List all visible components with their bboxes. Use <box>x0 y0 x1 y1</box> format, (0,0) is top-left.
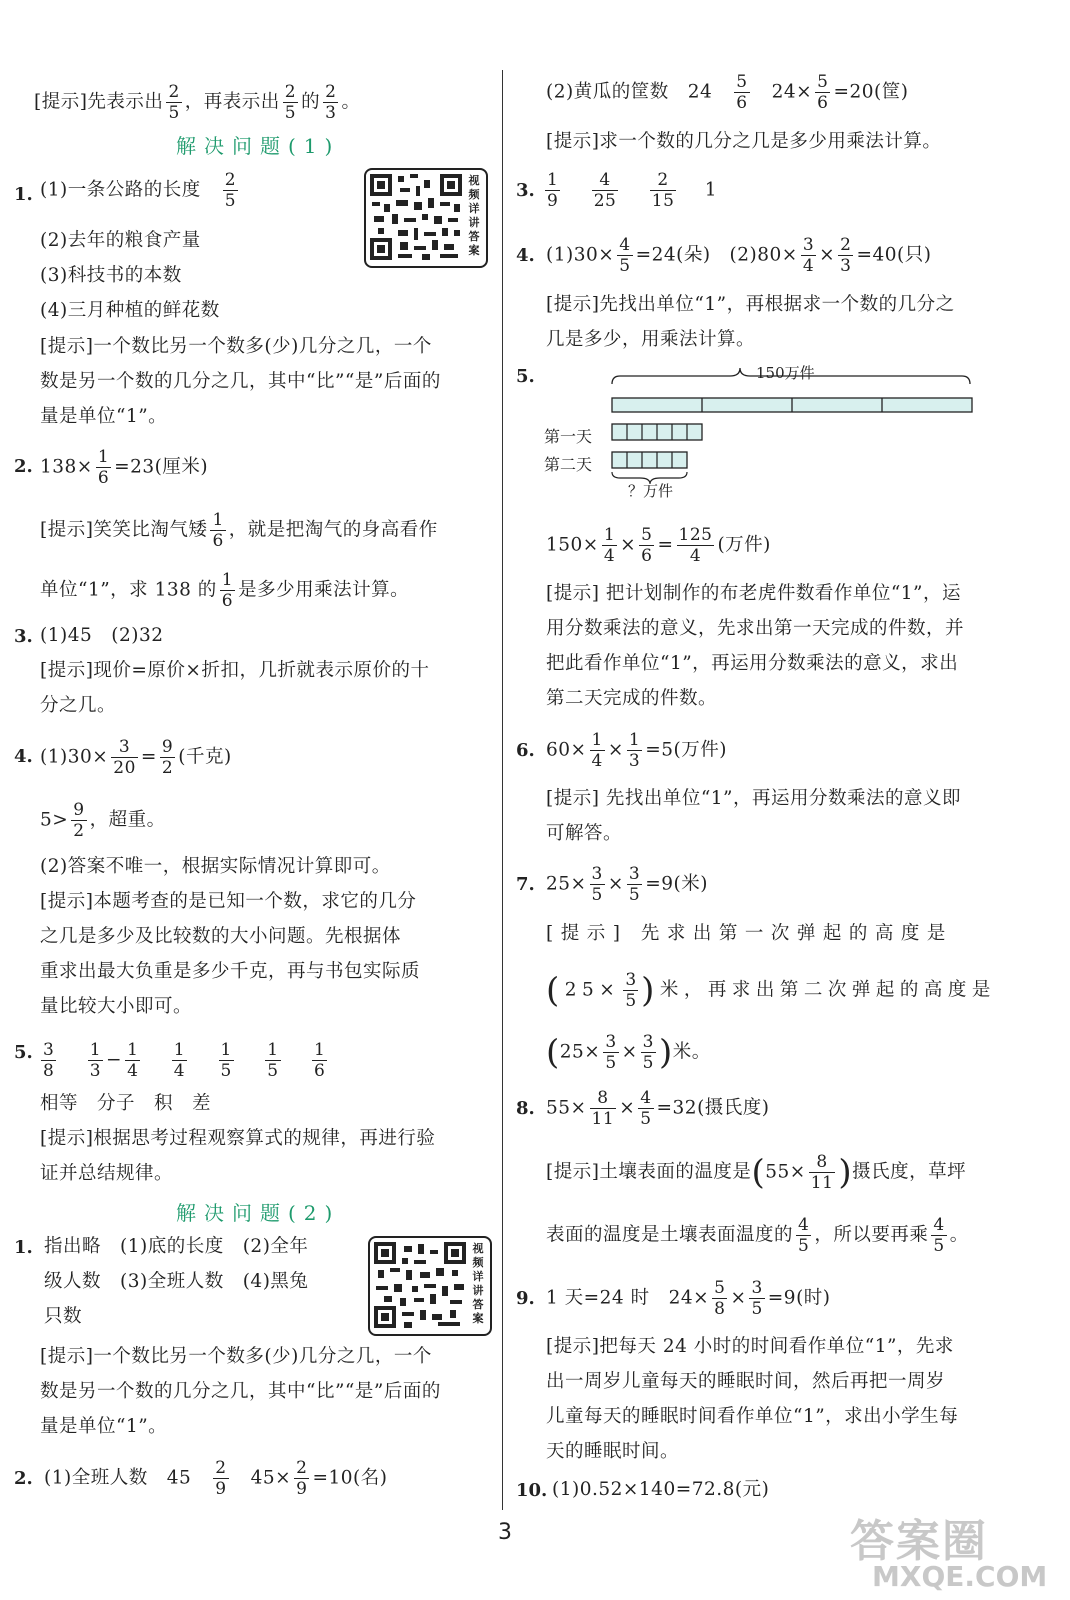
watermark-url: MXQE.COM <box>872 1560 1048 1593</box>
question-number: 3. <box>14 626 33 647</box>
tip-line: [提示] 先找出单位“1”，再运用分数乘法的意义即 <box>546 788 962 809</box>
tip-line: 天的睡眠时间。 <box>546 1441 680 1462</box>
qr-code-2[interactable] <box>368 1236 492 1336</box>
bar-diagram-svg <box>540 362 1010 512</box>
tip-line: 之几是多少及比较数的大小问题。先根据体 <box>40 926 402 947</box>
tip-line: (25× $\frac{3}{5}$ )米，再求出第二次弹起的高度是 <box>546 970 996 1011</box>
diagram-total-label: 150万件 <box>756 364 815 382</box>
tip-line: [提示]根据思考过程观察算式的规律，再进行验 <box>40 1128 436 1149</box>
tip-line: 量是单位“1”。 <box>40 1416 168 1437</box>
question-number: 9. <box>516 1288 535 1309</box>
tip-line: 用分数乘法的意义，先求出第一天完成的件数，并 <box>546 618 965 639</box>
tip-line: 几是多少，用乘法计算。 <box>546 329 756 350</box>
tip-line: 量是单位“1”。 <box>40 406 168 427</box>
answer-line: 25× $\frac{3}{5}$ × $\frac{3}{5}$ =9(米) <box>546 864 708 905</box>
answer-line: 相等 分子 积 差 <box>40 1093 212 1114</box>
qr-label: 视频详讲答案 <box>472 1242 484 1325</box>
answer-line: $\frac{3}{8}$ $\frac{1}{3}$ − $\frac{1}{4}$ $\frac{1}{4}$ $\frac{1}{5}$ $\frac{1}{5}$ $\frac{1}{6}$ <box>43 1040 326 1081</box>
question-number: 1. <box>14 1237 33 1258</box>
tip-line: 可解答。 <box>546 823 623 844</box>
answer-line: (2)答案不唯一，根据实际情况计算即可。 <box>40 856 391 877</box>
answer-line: 级人数 (3)全班人数 (4)黑兔 <box>44 1271 309 1292</box>
answer-line: 60× $\frac{1}{4}$ × $\frac{1}{3}$ =5(万件) <box>546 730 727 771</box>
answer-line: (2)黄瓜的筐数 24 $\frac{5}{6}$ 24× $\frac{5}{6}$ =20(筐) <box>546 72 909 113</box>
tip-line: 把此看作单位“1”，再运用分数乘法的意义，求出 <box>546 653 959 674</box>
diagram-unknown-label: ？万件 <box>628 482 674 500</box>
answer-line: 指出略 (1)底的长度 (2)全年 <box>44 1236 309 1257</box>
qr-pattern-icon <box>370 174 462 260</box>
tip-line: 表面的温度是土壤表面温度的 $\frac{4}{5}$ ，所以要再乘 $\frac{4}{5}$ 。 <box>546 1215 969 1256</box>
answer-line: (4)三月种植的鲜花数 <box>40 300 220 321</box>
tip-line: [提示]现价=原价×折扣，几折就表示原价的十 <box>40 660 430 681</box>
tip-line: 单位“1”，求 138 的 $\frac{1}{6}$ 是多少用乘法计算。 <box>40 570 410 611</box>
question-number: 7. <box>516 874 535 895</box>
bar-diagram <box>540 362 1010 512</box>
section-title-1: 解决问题(1) <box>176 134 341 158</box>
tip-line: [提示]土壤表面的温度是(55× $\frac{8}{11}$ )摄氏度，草坪 <box>546 1152 967 1193</box>
tip-line: 数是另一个数的几分之几，其中“比”“是”后面的 <box>40 1381 441 1402</box>
answer-line: (1)全班人数 45 $\frac{2}{9}$ 45× $\frac{2}{9}$ =10(名) <box>44 1458 388 1499</box>
question-number: 10. <box>516 1480 548 1501</box>
tip-line: 儿童每天的睡眠时间看作单位“1”，求出小学生每 <box>546 1406 959 1427</box>
answer-line: 1 天=24 时 24× $\frac{5}{8}$ × $\frac{3}{5}$ =9(时) <box>546 1278 831 1319</box>
answer-line: 5> $\frac{9}{2}$ ，超重。 <box>40 800 166 841</box>
question-number: 1. <box>14 184 33 205</box>
question-number: 4. <box>516 245 535 266</box>
qr-code-1[interactable] <box>364 168 488 268</box>
page-number: 3 <box>498 1520 512 1545</box>
tip-line: 数是另一个数的几分之几，其中“比”“是”后面的 <box>40 371 441 392</box>
tip-line: [提示]笑笑比淘气矮 $\frac{1}{6}$ ，就是把淘气的身高看作 <box>40 510 438 551</box>
tip-line: 量比较大小即可。 <box>40 996 193 1017</box>
tip-line: 分之几。 <box>40 695 117 716</box>
tip-line: [提示]求一个数的几分之几是多少用乘法计算。 <box>546 131 942 152</box>
qr-pattern-icon <box>374 1242 466 1328</box>
tip-line: [提示]一个数比另一个数多(少)几分之几，一个 <box>40 336 432 357</box>
answer-line: (1)一条公路的长度 $\frac{2}{5}$ <box>40 170 237 211</box>
tip-line: 重求出最大负重是多少千克，再与书包实际质 <box>40 961 421 982</box>
top-tip: [提示]先表示出 $\frac{2}{5}$ ，再表示出 $\frac{2}{5}$ 的 $\frac{2}{3}$ 。 <box>34 82 361 123</box>
watermark-logo: 答案圈 <box>850 1516 988 1567</box>
question-number: 5. <box>516 366 535 387</box>
question-number: 2. <box>14 1468 33 1489</box>
column-divider <box>502 70 503 1510</box>
answer-line: $\frac{1}{9}$ $\frac{4}{25}$ $\frac{2}{15}$ 1 <box>547 170 718 211</box>
tip-line: [提示]本题考查的是已知一个数，求它的几分 <box>40 891 417 912</box>
tip-line: 证并总结规律。 <box>40 1163 174 1184</box>
answer-line: (1)0.52×140=72.8(元) <box>552 1479 770 1500</box>
question-number: 4. <box>14 746 33 767</box>
qr-label: 视频详讲答案 <box>468 174 480 257</box>
tip-line: [提示]一个数比另一个数多(少)几分之几，一个 <box>40 1346 432 1367</box>
tip-line: 出一周岁儿童每天的睡眠时间，然后再把一周岁 <box>546 1371 946 1392</box>
tip-line: 第二天完成的件数。 <box>546 688 718 709</box>
question-number: 8. <box>516 1098 535 1119</box>
answer-line: (1)30× $\frac{3}{20}$ = $\frac{9}{2}$ (千克) <box>40 737 232 778</box>
tip-line: [提示] 把计划制作的布老虎件数看作单位“1”，运 <box>546 583 962 604</box>
question-number: 5. <box>14 1042 33 1063</box>
tip-line: [提示]把每天 24 小时的时间看作单位“1”，先求 <box>546 1336 954 1357</box>
answer-line: 138× $\frac{1}{6}$ =23(厘米) <box>40 447 209 488</box>
diagram-day2-label: 第二天 <box>544 455 593 474</box>
tip-line: (25× $\frac{3}{5}$ × $\frac{3}{5}$ )米。 <box>546 1032 711 1073</box>
answer-line: (3)科技书的本数 <box>40 265 182 286</box>
answer-line: 150× $\frac{1}{4}$ × $\frac{5}{6}$ = $\frac{125}{4}$ (万件) <box>546 525 771 566</box>
answer-line: (2)去年的粮食产量 <box>40 230 201 251</box>
tip-line: [提示] 先求出第一次弹起的高度是 <box>546 923 953 944</box>
answer-line: (1)30× $\frac{4}{5}$ =24(朵) (2)80× $\frac{3}{4}$ × $\frac{2}{3}$ =40(只) <box>546 235 932 276</box>
answer-line: 只数 <box>44 1306 83 1327</box>
question-number: 3. <box>516 180 535 201</box>
question-number: 2. <box>14 456 33 477</box>
tip-line: [提示]先找出单位“1”，再根据求一个数的几分之 <box>546 294 955 315</box>
section-title-2: 解决问题(2) <box>176 1201 341 1225</box>
diagram-day1-label: 第一天 <box>544 427 593 446</box>
answer-line: 55× $\frac{8}{11}$ × $\frac{4}{5}$ =32(摄氏度) <box>546 1088 770 1129</box>
answer-line: (1)45 (2)32 <box>40 625 164 646</box>
question-number: 6. <box>516 740 535 761</box>
